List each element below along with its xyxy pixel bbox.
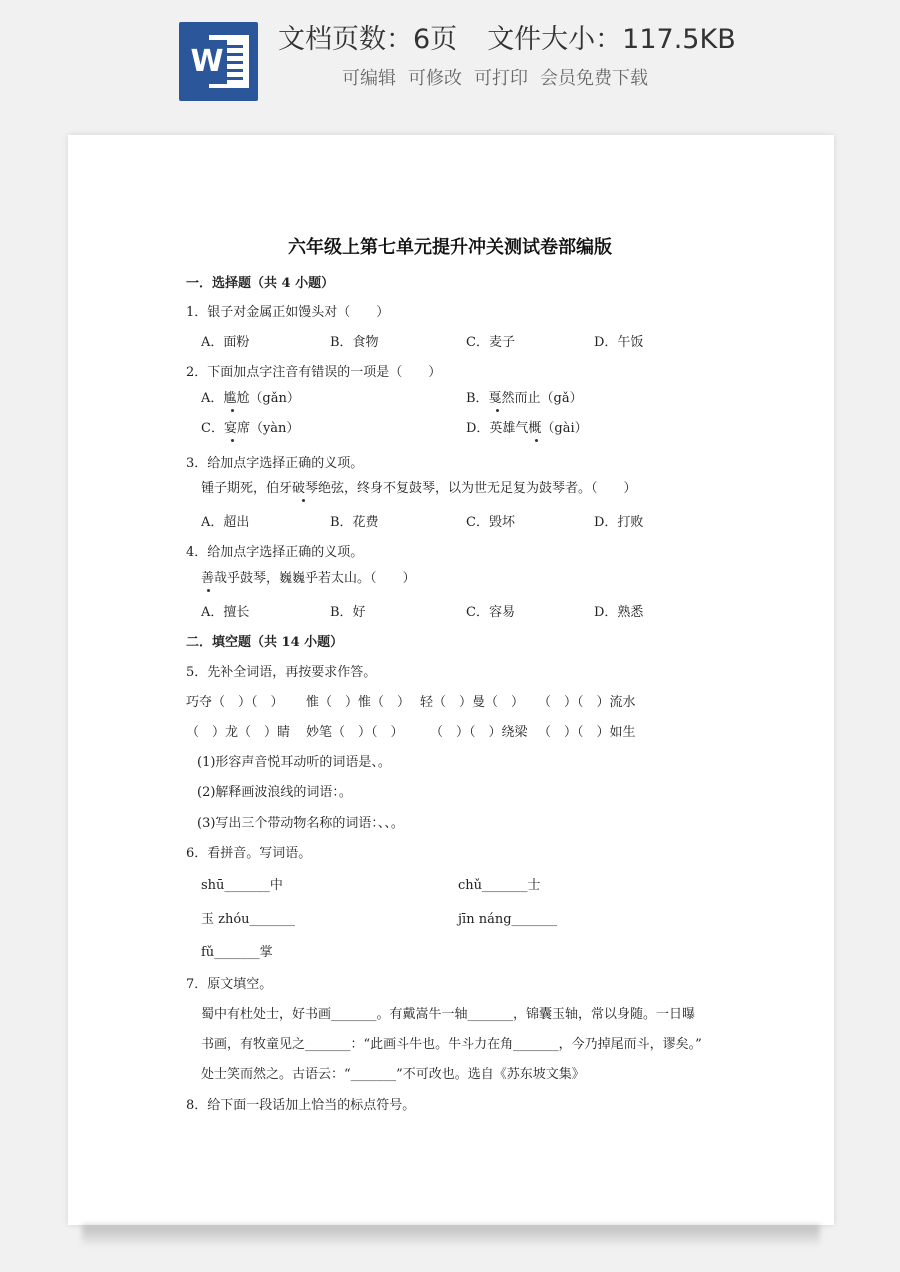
file-stats xyxy=(278,22,838,58)
question-1-option-a: A．面粉 xyxy=(201,335,250,350)
question-2-option-d: D．英雄气概（gài） xyxy=(466,421,588,436)
feature-editable: 可编辑 xyxy=(342,68,396,89)
feature-modifiable: 可修改 xyxy=(408,68,462,89)
feature-printable: 可打印 xyxy=(474,68,528,89)
word-document-icon xyxy=(179,22,258,101)
question-8-stem: 8．给下面一段话加上恰当的标点符号。 xyxy=(186,1098,416,1113)
question-7-line-2: 书画，有牧童见之_______：“此画斗牛也。牛斗力在角_______，今乃掉尾而斗，谬矣。” xyxy=(201,1037,702,1052)
feature-member-download: 会员免费下载 xyxy=(540,68,648,89)
idiom-blank: 巧夺（ ）（ ） xyxy=(186,695,284,710)
emphasis-dot xyxy=(535,439,538,442)
pinyin-item: fǔ_______掌 xyxy=(201,945,273,960)
word-letter: W xyxy=(187,40,227,84)
emphasis-dot xyxy=(496,409,499,412)
page-shadow xyxy=(82,1225,820,1247)
question-3-option-a: A．超出 xyxy=(201,515,250,530)
question-5-stem: 5．先补全词语，再按要求作答。 xyxy=(186,665,377,680)
question-5-sub-2: (2)解释画波浪线的词语：。 xyxy=(197,785,352,800)
document-title: 六年级上第七单元提升冲关测试卷部编版 xyxy=(288,237,612,258)
idiom-blank: 惟（ ）惟（ ） xyxy=(306,695,411,710)
emphasis-dot xyxy=(207,589,210,592)
question-6-stem: 6．看拼音。写词语。 xyxy=(186,846,312,861)
file-info-header xyxy=(0,0,900,120)
question-4-option-c: C．容易 xyxy=(466,605,515,620)
question-3-option-d: D．打败 xyxy=(594,515,644,530)
pinyin-item: 玉 zhóu_______ xyxy=(201,912,296,927)
pinyin-item: jīn náng_______ xyxy=(458,912,558,927)
question-1-stem: 1．银子对金属正如馒头对（ ） xyxy=(186,305,390,320)
pinyin-item: chǔ_______士 xyxy=(458,878,541,893)
emphasis-dot xyxy=(231,409,234,412)
question-1-option-b: B．食物 xyxy=(330,335,379,350)
idiom-blank: 轻（ ）曼（ ） xyxy=(420,695,525,710)
emphasis-dot xyxy=(302,499,305,502)
section-heading-fill: 二．填空题（共 14 小题） xyxy=(186,635,344,650)
question-2-option-a: A．尴尬（gǎn） xyxy=(201,391,300,406)
document-page xyxy=(68,135,834,1225)
pinyin-item: shū_______中 xyxy=(201,878,283,893)
question-4-option-d: D．熟悉 xyxy=(594,605,644,620)
file-size: 文件大小：117.5KB xyxy=(487,24,736,55)
question-4-text: 善哉乎鼓琴，巍巍乎若太山。（ ） xyxy=(201,571,416,586)
question-3-option-b: B．花费 xyxy=(330,515,379,530)
question-2-option-b: B．戛然而止（gǎ） xyxy=(466,391,583,406)
question-7-line-3: 处士笑而然之。古语云：“_______”不可改也。选自《苏东坡文集》 xyxy=(201,1067,585,1082)
question-7-stem: 7．原文填空。 xyxy=(186,977,273,992)
question-1-option-c: C．麦子 xyxy=(466,335,515,350)
section-heading-choice: 一．选择题（共 4 小题） xyxy=(186,276,335,291)
emphasis-dot xyxy=(231,439,234,442)
question-4-option-b: B．好 xyxy=(330,605,366,620)
question-3-text: 锺子期死，伯牙破琴绝弦，终身不复鼓琴，以为世无足复为鼓琴者。（ ） xyxy=(201,481,637,496)
idiom-blank: （ ）龙（ ）睛 xyxy=(186,725,291,740)
question-4-stem: 4．给加点字选择正确的义项。 xyxy=(186,545,364,560)
question-3-stem: 3．给加点字选择正确的义项。 xyxy=(186,456,364,471)
question-5-sub-3: (3)写出三个带动物名称的词语：、、。 xyxy=(197,816,404,831)
idiom-blank: （ ）（ ）如生 xyxy=(538,725,636,740)
page-count: 文档页数：6页 xyxy=(278,24,458,55)
question-3-option-c: C．毁坏 xyxy=(466,515,515,530)
question-1-option-d: D．午饭 xyxy=(594,335,644,350)
idiom-blank: （ ）（ ）流水 xyxy=(538,695,636,710)
idiom-blank: 妙笔（ ）（ ） xyxy=(306,725,404,740)
question-2-option-c: C．宴席（yàn） xyxy=(201,421,300,436)
question-5-sub-1: (1)形容声音悦耳动听的词语是、。 xyxy=(197,755,391,770)
idiom-blank: （ ）（ ）绕梁 xyxy=(430,725,528,740)
feature-list xyxy=(342,66,742,92)
question-7-line-1: 蜀中有杜处士，好书画_______。有戴嵩牛一轴_______，锦囊玉轴，常以身随。一日曝 xyxy=(201,1007,696,1022)
question-2-stem: 2．下面加点字注音有错误的一项是（ ） xyxy=(186,365,442,380)
question-4-option-a: A．擅长 xyxy=(201,605,250,620)
